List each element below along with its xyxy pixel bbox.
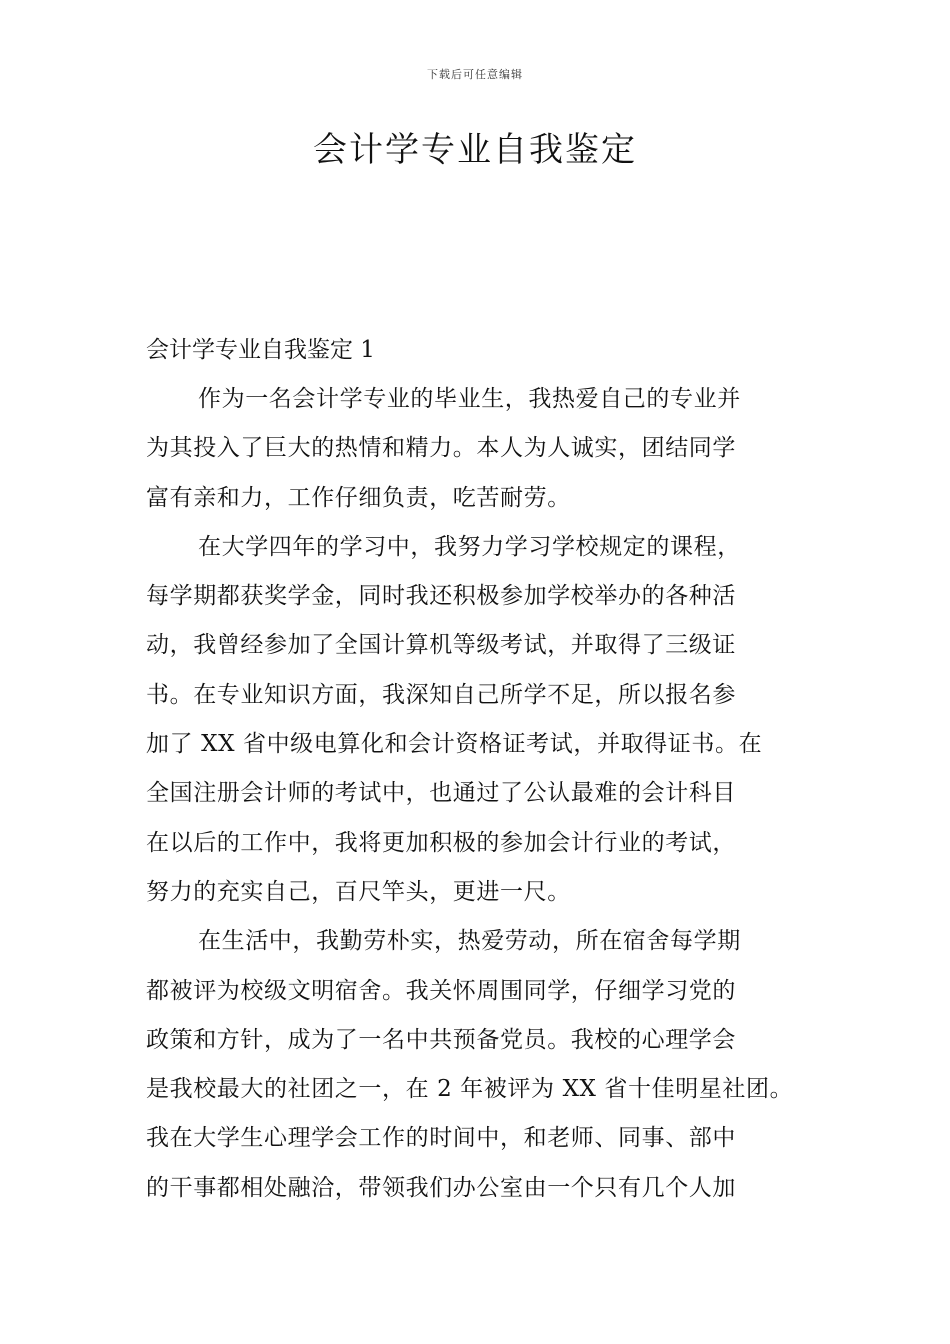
text-line: 每学期都获奖学金，同时我还积极参加学校举办的各种活: [146, 583, 736, 610]
section-heading: 会计学专业自我鉴定 1: [146, 337, 375, 363]
text-line: 书。在专业知识方面，我深知自己所学不足，所以报名参: [146, 681, 736, 708]
text-line: 都被评为校级文明宿舍。我关怀周围同学，仔细学习党的: [146, 977, 736, 1004]
text-line: 在大学四年的学习中，我努力学习学校规定的课程，: [198, 533, 741, 560]
header-note: 下载后可任意编辑: [427, 68, 523, 81]
text-line: 的干事都相处融洽，带领我们办公室由一个只有几个人加: [146, 1174, 736, 1201]
text-line: 在生活中，我勤劳朴实，热爱劳动，所在宿舍每学期: [198, 928, 741, 955]
text-line: 我在大学生心理学会工作的时间中，和老师、同事、部中: [146, 1125, 736, 1152]
text-line: 作为一名会计学专业的毕业生，我热爱自己的专业并: [198, 386, 741, 412]
body-text: [146, 375, 818, 1213]
text-line: 富有亲和力，工作仔细负责，吃苦耐劳。: [146, 484, 571, 511]
text-line: 全国注册会计师的考试中，也通过了公认最难的会计科目: [146, 780, 736, 807]
document-title: 会计学专业自我鉴定: [313, 130, 637, 170]
text-line: 动，我曾经参加了全国计算机等级考试，并取得了三级证: [146, 632, 736, 659]
text-line: 在以后的工作中，我将更加积极的参加会计行业的考试，: [146, 829, 736, 856]
text-line: 为其投入了巨大的热情和精力。本人为人诚实，团结同学: [146, 435, 736, 462]
text-line: 政策和方针，成为了一名中共预备党员。我校的心理学会: [146, 1026, 736, 1053]
document-body: [146, 326, 818, 1213]
text-line: 努力的充实自己，百尺竿头，更进一尺。: [146, 878, 571, 905]
text-line: 加了 XX 省中级电算化和会计资格证考试，并取得证书。在: [146, 731, 763, 758]
text-line: 是我校最大的社团之一，在 2 年被评为 XX 省十佳明星社团。: [146, 1076, 794, 1103]
